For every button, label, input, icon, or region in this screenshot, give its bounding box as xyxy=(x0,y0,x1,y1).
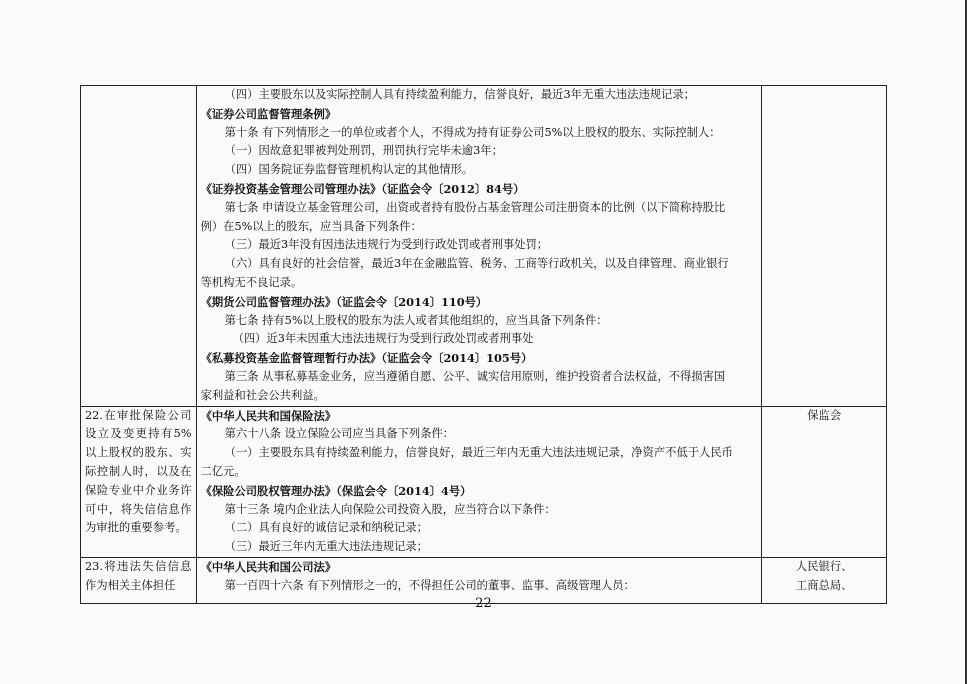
clause-line: （六）具有良好的社会信誉，最近3年在金融监管、税务、工商等行政机关，以及自律管理、商业银行 xyxy=(224,257,729,271)
clause-line: 第一百四十六条 有下列情形之一的，不得担任公司的董事、监事、高级管理人员： xyxy=(224,578,635,592)
clause-line: 第六十八条 设立保险公司应当具备下列条件： xyxy=(224,427,455,441)
clause-line: 第七条 申请设立基金管理公司，出资或者持有股份占基金管理公司注册资本的比例（以下简称持股比 xyxy=(224,200,726,214)
page-number: 22 xyxy=(475,596,492,611)
law-title: 《私募投资基金监督管理暂行办法》（证监会令〔2014〕105号） xyxy=(200,351,533,366)
table-row xyxy=(81,86,887,407)
clause-line: （四）主要股东以及实际控制人具有持续盈利能力，信誉良好，最近3年无重大违法违规记录； xyxy=(224,88,695,101)
clause-line: 例）在5%以上的股东，应当具备下列条件： xyxy=(200,219,422,233)
law-title: 《证券公司监督管理条例》 xyxy=(200,106,337,121)
basis-cell xyxy=(196,86,762,407)
regulation-table xyxy=(80,85,887,604)
department-cell: 人民银行、 工商总局、 xyxy=(762,557,887,603)
clause-line: 第七条 持有5%以上股权的股东为法人或者其他组织的，应当具备下列条件： xyxy=(224,313,608,327)
clause-line: （一）主要股东具有持续盈利能力，信誉良好，最近三年内无重大违法违规记录，净资产不低于人民币 xyxy=(224,446,733,460)
clause-line: 二亿元。 xyxy=(200,464,246,478)
item-cell xyxy=(81,86,197,407)
item-cell: 22.在审批保险公司设立及变更持有5%以上股权的股东、实际控制人时，以及在保险专业中介业务许可中，将失信信息作为审批的重要参考。 xyxy=(81,406,197,557)
department-cell: 保监会 xyxy=(762,406,887,557)
clause-line: （三）最近三年内无重大违法违规记录； xyxy=(224,540,428,554)
basis-cell xyxy=(196,406,762,557)
law-title: 《中华人民共和国保险法》 xyxy=(200,408,337,423)
law-title: 《证券投资基金管理公司管理办法》（证监会令〔2012〕84号） xyxy=(200,181,525,196)
law-title: 《保险公司股权管理办法》（保监会令〔2014〕4号） xyxy=(200,483,472,498)
clause-line: 等机构无不良记录。 xyxy=(200,275,303,289)
law-title: 《期货公司监督管理办法》（证监会令〔2014〕110号） xyxy=(200,294,488,309)
table-row xyxy=(81,406,887,557)
clause-line: 第十条 有下列情形之一的单位或者个人，不得成为持有证券公司5%以上股权的股东、实际控制人： xyxy=(224,125,721,139)
clause-line: （三）最近3年没有因违法违规行为受到行政处罚或者刑事处罚； xyxy=(224,238,549,252)
clause-line: （四）国务院证券监督管理机构认定的其他情形。 xyxy=(224,163,474,177)
clause-line: （一）因故意犯罪被判处刑罚，刑罚执行完毕未逾3年； xyxy=(224,144,503,158)
item-cell: 23.将违法失信信息作为相关主体担任 xyxy=(81,557,197,603)
clause-line: （二）具有良好的诚信记录和纳税记录； xyxy=(224,521,428,535)
law-title: 《中华人民共和国公司法》 xyxy=(200,559,337,574)
clause-line: 第三条 从事私募基金业务，应当遵循自愿、公平、诚实信用原则，维护投资者合法权益，不得损害国 xyxy=(224,369,726,383)
clause-line: 家利益和社会公共利益。 xyxy=(200,388,325,402)
department-cell xyxy=(762,86,887,407)
clause-line: （四）近3年未因重大违法违规行为受到行政处罚或者刑事处 xyxy=(232,332,534,346)
clause-line: 第十三条 境内企业法人向保险公司投资入股，应当符合以下条件： xyxy=(224,502,556,516)
